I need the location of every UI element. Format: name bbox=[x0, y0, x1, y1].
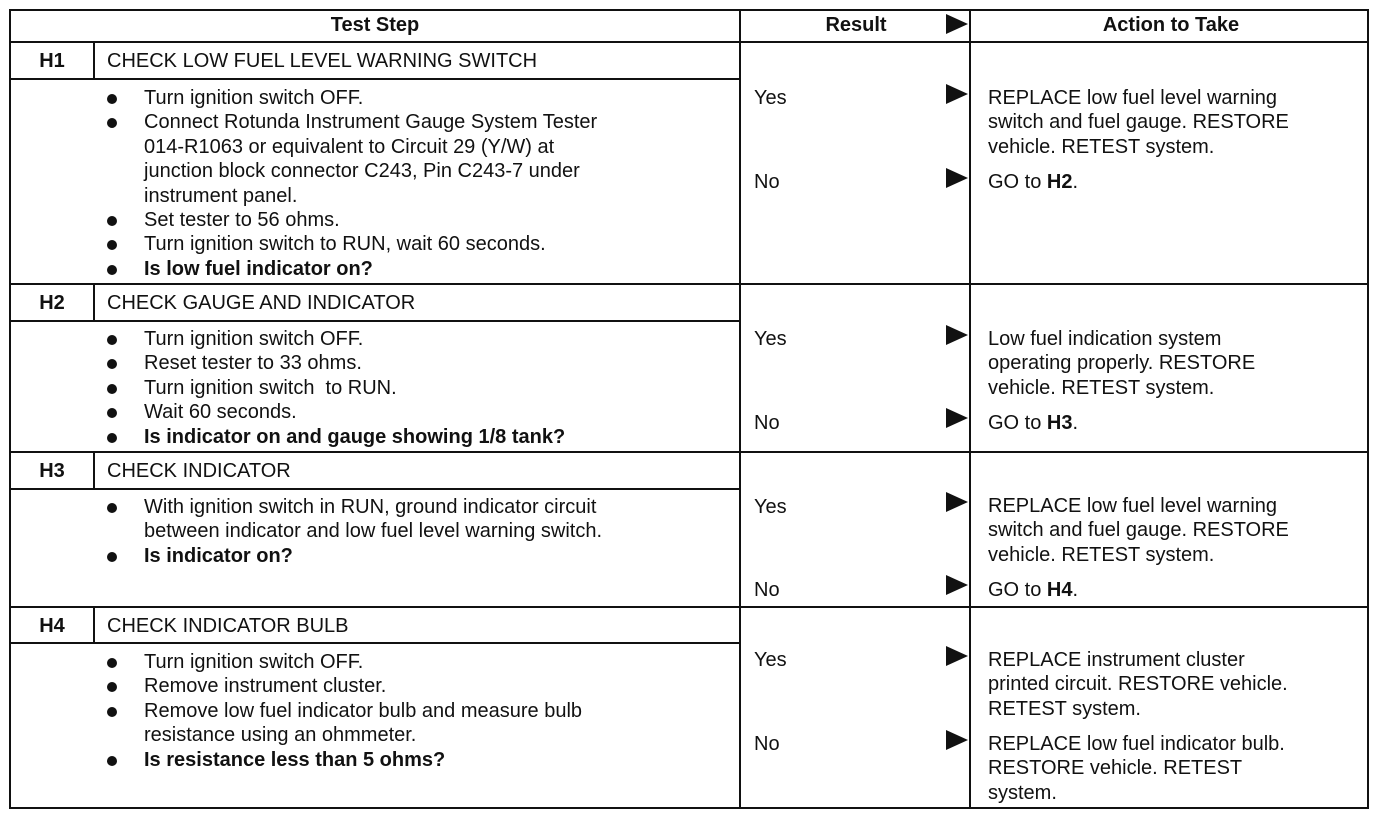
arrow-no-icon bbox=[946, 575, 968, 595]
action-yes-h2: Low fuel indication system operating properly. RESTORE vehicle. RETEST system. bbox=[988, 328, 1256, 399]
action-no-h4: REPLACE low fuel indicator bulb. RESTORE vehicle. RETEST system. bbox=[988, 733, 1285, 804]
step-id-h2: H2 bbox=[39, 292, 65, 314]
action-no-h3: GO to H4. bbox=[988, 579, 1079, 601]
action-no-h1: GO to H2. bbox=[988, 171, 1079, 193]
bullet-icon bbox=[107, 384, 117, 394]
header-action: Action to Take bbox=[1102, 14, 1240, 36]
bullet-icon bbox=[107, 707, 117, 717]
arrow-yes-icon bbox=[946, 84, 968, 104]
step-title-h4: CHECK INDICATOR BULB bbox=[107, 615, 349, 637]
column-divider-action bbox=[969, 9, 971, 809]
list-item: Turn ignition switch OFF. bbox=[104, 86, 734, 110]
step-question: Is indicator on and gauge showing 1/8 tank? bbox=[104, 425, 734, 449]
arrow-no-icon bbox=[946, 168, 968, 188]
bullet-icon bbox=[107, 359, 117, 369]
arrow-no-icon bbox=[946, 408, 968, 428]
header-test-step: Test Step bbox=[330, 14, 420, 36]
bullet-icon bbox=[107, 265, 117, 275]
result-no-h2: No bbox=[754, 412, 780, 434]
action-yes-h1: REPLACE low fuel level warning switch and fuel gauge. RESTORE vehicle. RETEST system. bbox=[988, 87, 1289, 158]
bullet-icon bbox=[107, 682, 117, 692]
list-item: Set tester to 56 ohms. bbox=[104, 208, 734, 232]
id-separator-h4 bbox=[93, 606, 95, 643]
list-item: Remove instrument cluster. bbox=[104, 674, 734, 698]
list-item: Wait 60 seconds. bbox=[104, 400, 734, 424]
bullet-icon bbox=[107, 118, 117, 128]
bullet-icon bbox=[107, 94, 117, 104]
id-separator-h1 bbox=[93, 41, 95, 79]
result-no-h3: No bbox=[754, 579, 780, 601]
step-bullets-h3 bbox=[104, 495, 734, 568]
result-yes-h1: Yes bbox=[754, 87, 787, 109]
arrow-no-icon bbox=[946, 730, 968, 750]
step-question: Is indicator on? bbox=[104, 544, 734, 568]
action-no-h2: GO to H3. bbox=[988, 412, 1079, 434]
list-item: Turn ignition switch OFF. bbox=[104, 650, 734, 674]
list-item: With ignition switch in RUN, ground indicator circuit between indicator and low fuel level warning switch. bbox=[104, 495, 734, 544]
action-yes-h3: REPLACE low fuel level warning switch and fuel gauge. RESTORE vehicle. RETEST system. bbox=[988, 495, 1289, 566]
step-id-h3: H3 bbox=[39, 460, 65, 482]
step-bullets-h2 bbox=[104, 327, 734, 449]
step-title-h3: CHECK INDICATOR bbox=[107, 460, 291, 482]
result-no-h1: No bbox=[754, 171, 780, 193]
bullet-icon bbox=[107, 552, 117, 562]
bullet-icon bbox=[107, 240, 117, 250]
step-title-h2: CHECK GAUGE AND INDICATOR bbox=[107, 292, 416, 314]
header-arrow-icon bbox=[946, 14, 968, 34]
result-yes-h4: Yes bbox=[754, 649, 787, 671]
step-id-h1: H1 bbox=[39, 50, 65, 72]
arrow-yes-icon bbox=[946, 325, 968, 345]
step-bullets-h4 bbox=[104, 650, 734, 772]
bullet-icon bbox=[107, 216, 117, 226]
list-item: Turn ignition switch to RUN, wait 60 seconds. bbox=[104, 232, 734, 256]
step-question: Is low fuel indicator on? bbox=[104, 257, 734, 281]
arrow-yes-icon bbox=[946, 646, 968, 666]
step-bullets-h1 bbox=[104, 86, 734, 281]
list-item: Connect Rotunda Instrument Gauge System Tester 014-R1063 or equivalent to Circuit 29 (Y/W) at junction block connector C243, Pin C243-7 under instrument panel. bbox=[104, 110, 734, 208]
list-item: Reset tester to 33 ohms. bbox=[104, 351, 734, 375]
id-separator-h2 bbox=[93, 283, 95, 321]
bullet-icon bbox=[107, 503, 117, 513]
list-item: Turn ignition switch OFF. bbox=[104, 327, 734, 351]
result-yes-h2: Yes bbox=[754, 328, 787, 350]
arrow-yes-icon bbox=[946, 492, 968, 512]
action-yes-h4: REPLACE instrument cluster printed circuit. RESTORE vehicle. RETEST system. bbox=[988, 649, 1288, 720]
result-yes-h3: Yes bbox=[754, 496, 787, 518]
bullet-icon bbox=[107, 433, 117, 443]
list-item: Remove low fuel indicator bulb and measure bulb resistance using an ohmmeter. bbox=[104, 699, 734, 748]
bullet-icon bbox=[107, 756, 117, 766]
bullet-icon bbox=[107, 408, 117, 418]
bullet-icon bbox=[107, 658, 117, 668]
id-separator-h3 bbox=[93, 451, 95, 489]
bullet-icon bbox=[107, 335, 117, 345]
header-result: Result bbox=[825, 14, 887, 36]
step-id-h4: H4 bbox=[39, 615, 65, 637]
list-item: Turn ignition switch to RUN. bbox=[104, 376, 734, 400]
step-title-h1: CHECK LOW FUEL LEVEL WARNING SWITCH bbox=[107, 50, 538, 72]
step-question: Is resistance less than 5 ohms? bbox=[104, 748, 734, 772]
result-no-h4: No bbox=[754, 733, 780, 755]
column-divider-result bbox=[739, 9, 741, 809]
